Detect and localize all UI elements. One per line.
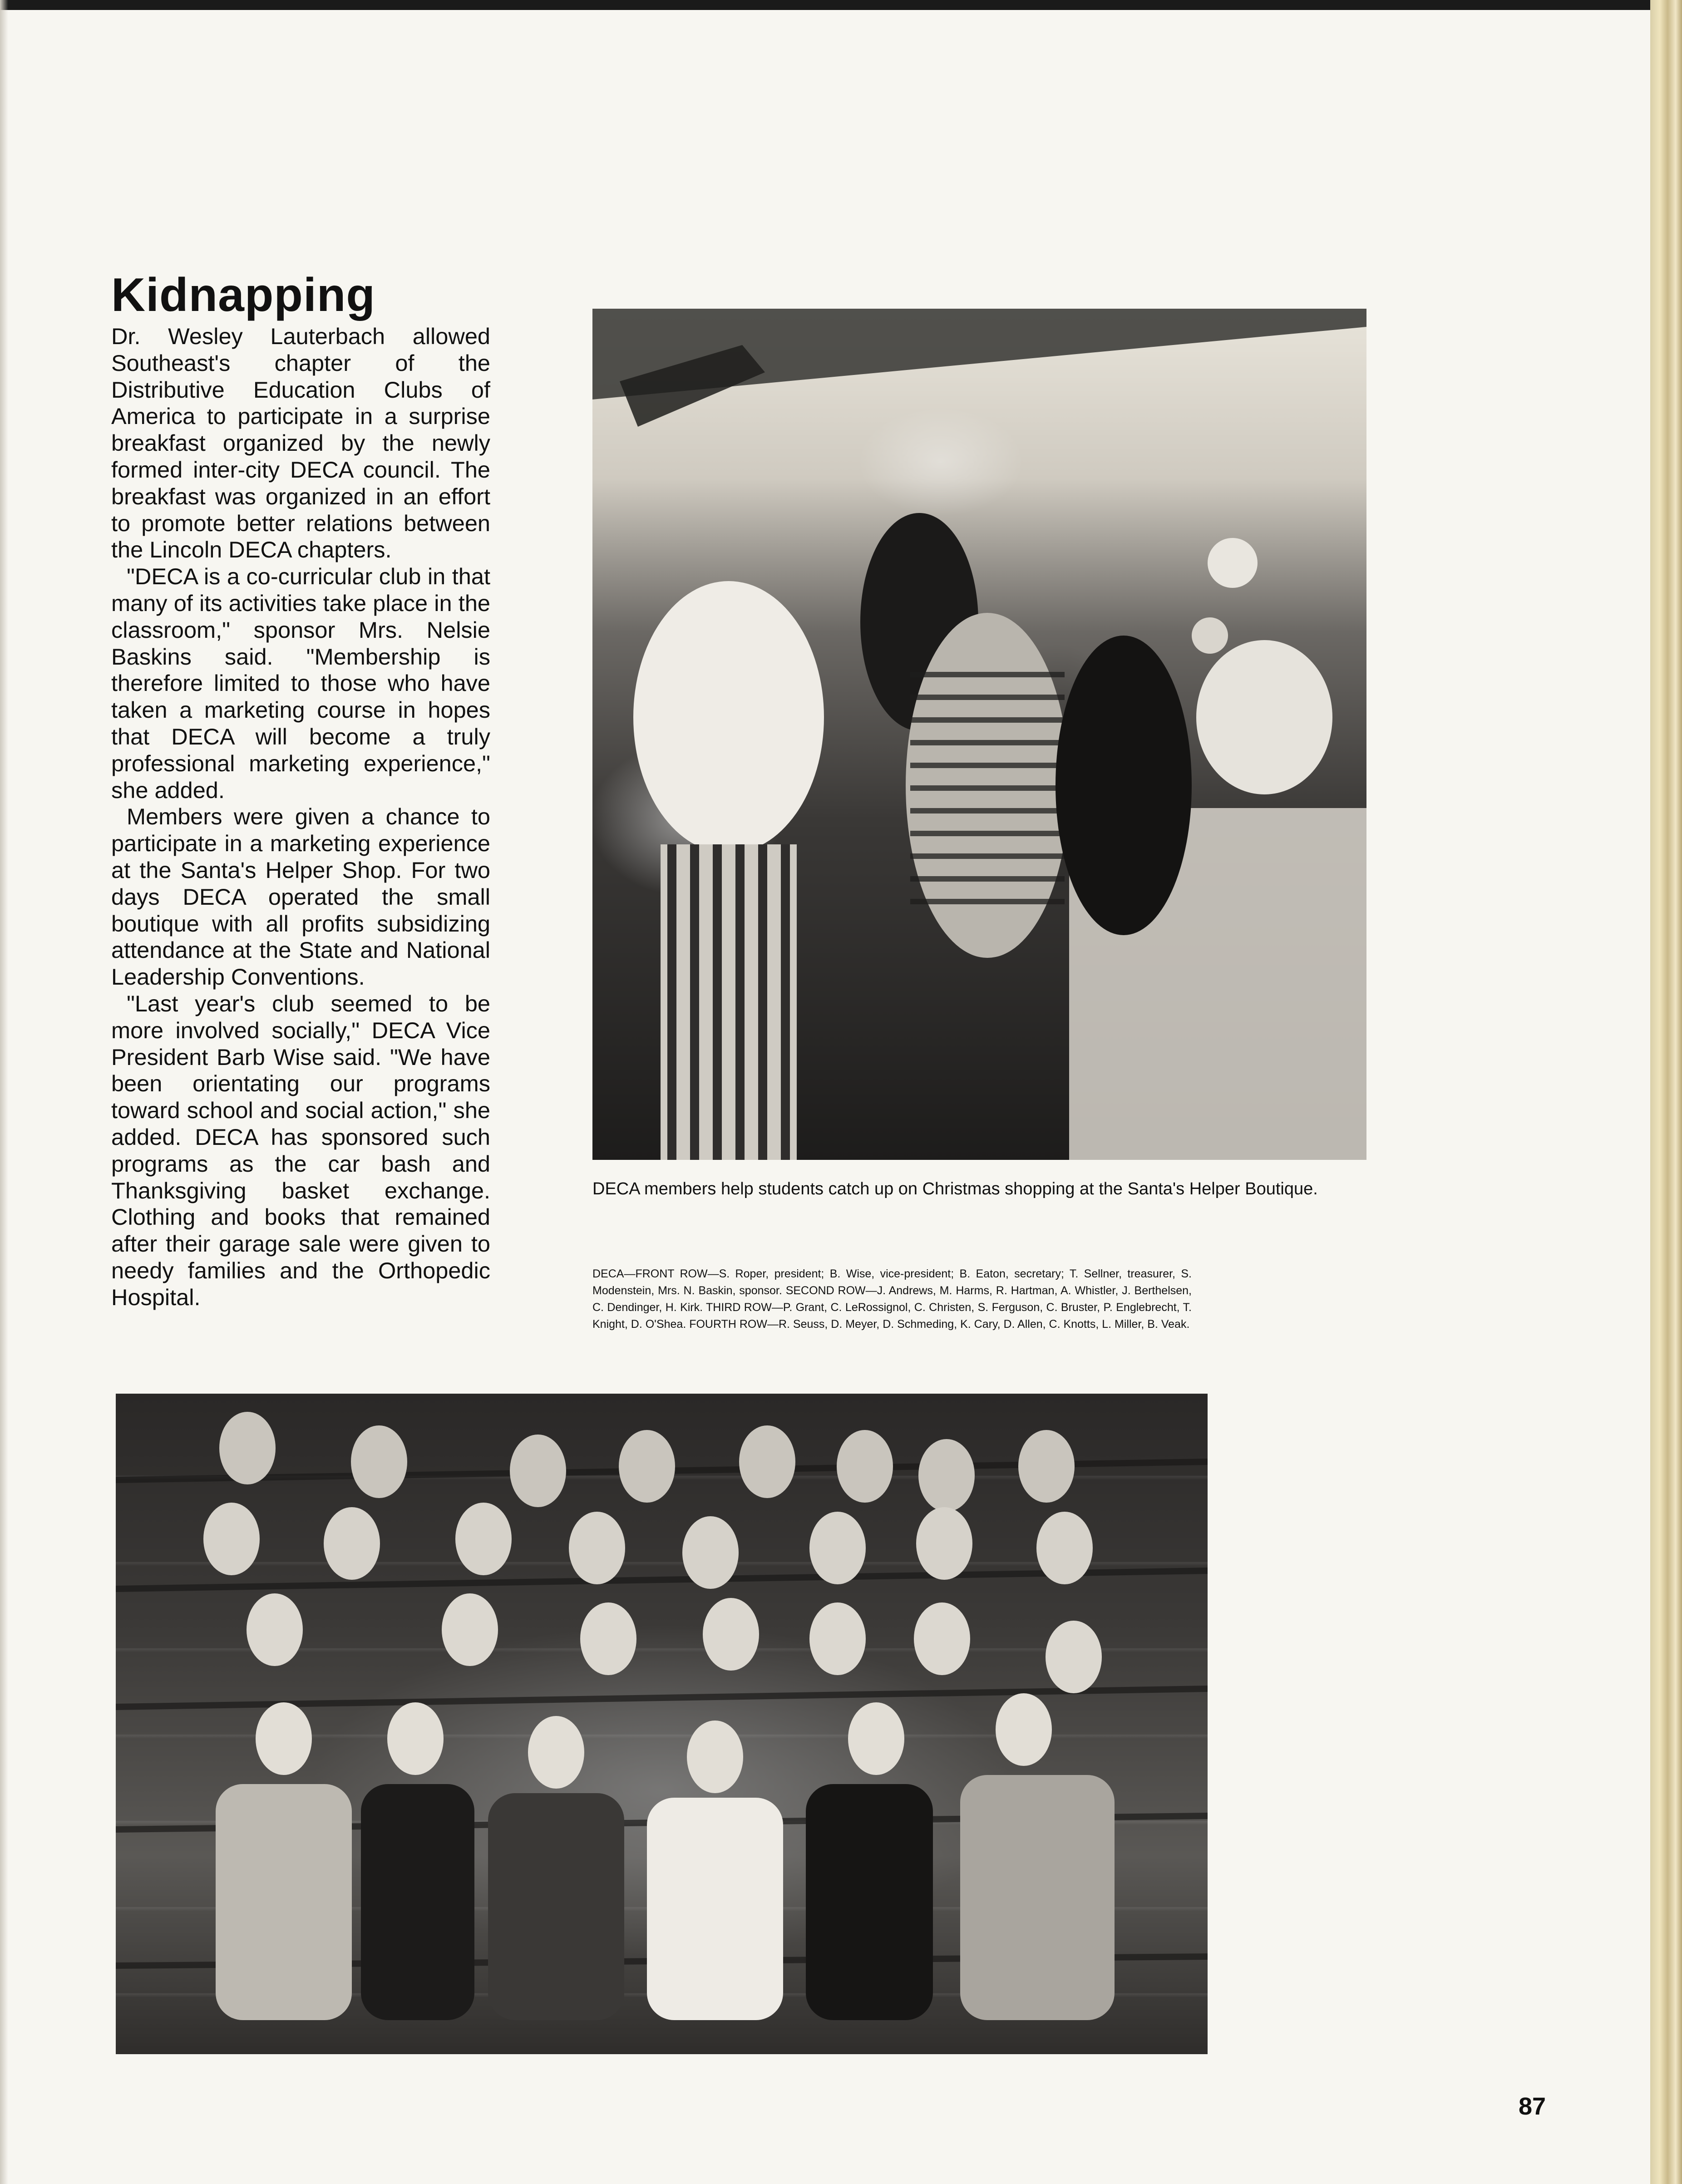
peace-sign-ornament-2 <box>1192 617 1228 654</box>
row-two-faces <box>247 1593 1102 1693</box>
article-paragraph: "Last year's club seemed to be more involved socially," DECA Vice President Barb Wise said. "We have been orientating our programs toward school and social action," she added. DECA has sponsored such programs as the car bash and Thanksgiving basket exchange. Clothing and books that remained after their garage sale were given to needy families and the Orthopedic Hospital. <box>111 990 490 1310</box>
article-paragraph: Members were given a chance to participate in a marketing experience at the Santa's Helper Shop. For two days DECA operated the small boutique with all profits subsidizing attendance at the State and National Leadership Conventions. <box>111 804 490 990</box>
group-roster-caption: DECA—FRONT ROW—S. Roper, president; B. Wise, vice-president; B. Eaton, secretary; T. Sellner, treasurer, S. Modenstein, Mrs. N. Baskin, sponsor. SECOND ROW—J. Andrews, M. Harms, R. Hartman, A. Whistler, J. Berthelsen, C. Dendinger, H. Kirk. THIRD ROW—P. Grant, C. LeRossignol, C. Christen, S. Ferguson, C. Bruster, P. Englebrecht, T. Knight, D. O'Shea. FOURTH ROW—R. Seuss, D. Meyer, D. Schmeding, K. Cary, D. Allen, C. Knotts, L. Miller, B. Veak. <box>592 1267 1192 1331</box>
photo-caption: DECA members help students catch up on Christmas shopping at the Santa's Helper Boutique. <box>592 1179 1318 1198</box>
figure-right-shirt <box>1196 640 1332 794</box>
article-paragraph: "DECA is a co-curricular club in that many of its activities take place in the classroom," sponsor Mrs. Nelsie Baskins said. "Membership is therefore limited to those who have taken a marketing course in hopes that DECA will become a truly professional marketing experience," she added. <box>111 563 490 803</box>
row-one-faces <box>256 1693 1052 1793</box>
row-four-faces <box>219 1412 1075 1512</box>
group-photo-shapes <box>116 1394 1208 2054</box>
figure-white-shirt <box>633 581 824 853</box>
article-paragraph: Dr. Wesley Lauterbach allowed Southeast's chapter of the Distributive Education Clubs of America to participate in a surprise breakfast organized by the newly formed inter-city DECA council. The breakfast was organized in an effort to promote better relations between the Lincoln DECA chapters. <box>111 323 490 563</box>
peace-sign-ornament <box>1208 538 1258 588</box>
page-top-edge <box>0 0 1682 10</box>
page-stack-edge <box>1650 0 1682 2184</box>
boutique-photo <box>592 309 1366 1160</box>
article-heading: Kidnapping <box>111 269 375 321</box>
group-photo <box>116 1394 1208 2054</box>
figure-dark-coat <box>1056 636 1192 935</box>
page-left-shadow <box>0 0 8 2184</box>
page-number: 87 <box>1519 2093 1546 2120</box>
article-body <box>111 323 490 1311</box>
boutique-photo-shapes <box>592 309 1366 1160</box>
figure-striped-pants <box>661 844 797 1160</box>
front-row-bodies <box>216 1775 1115 2020</box>
